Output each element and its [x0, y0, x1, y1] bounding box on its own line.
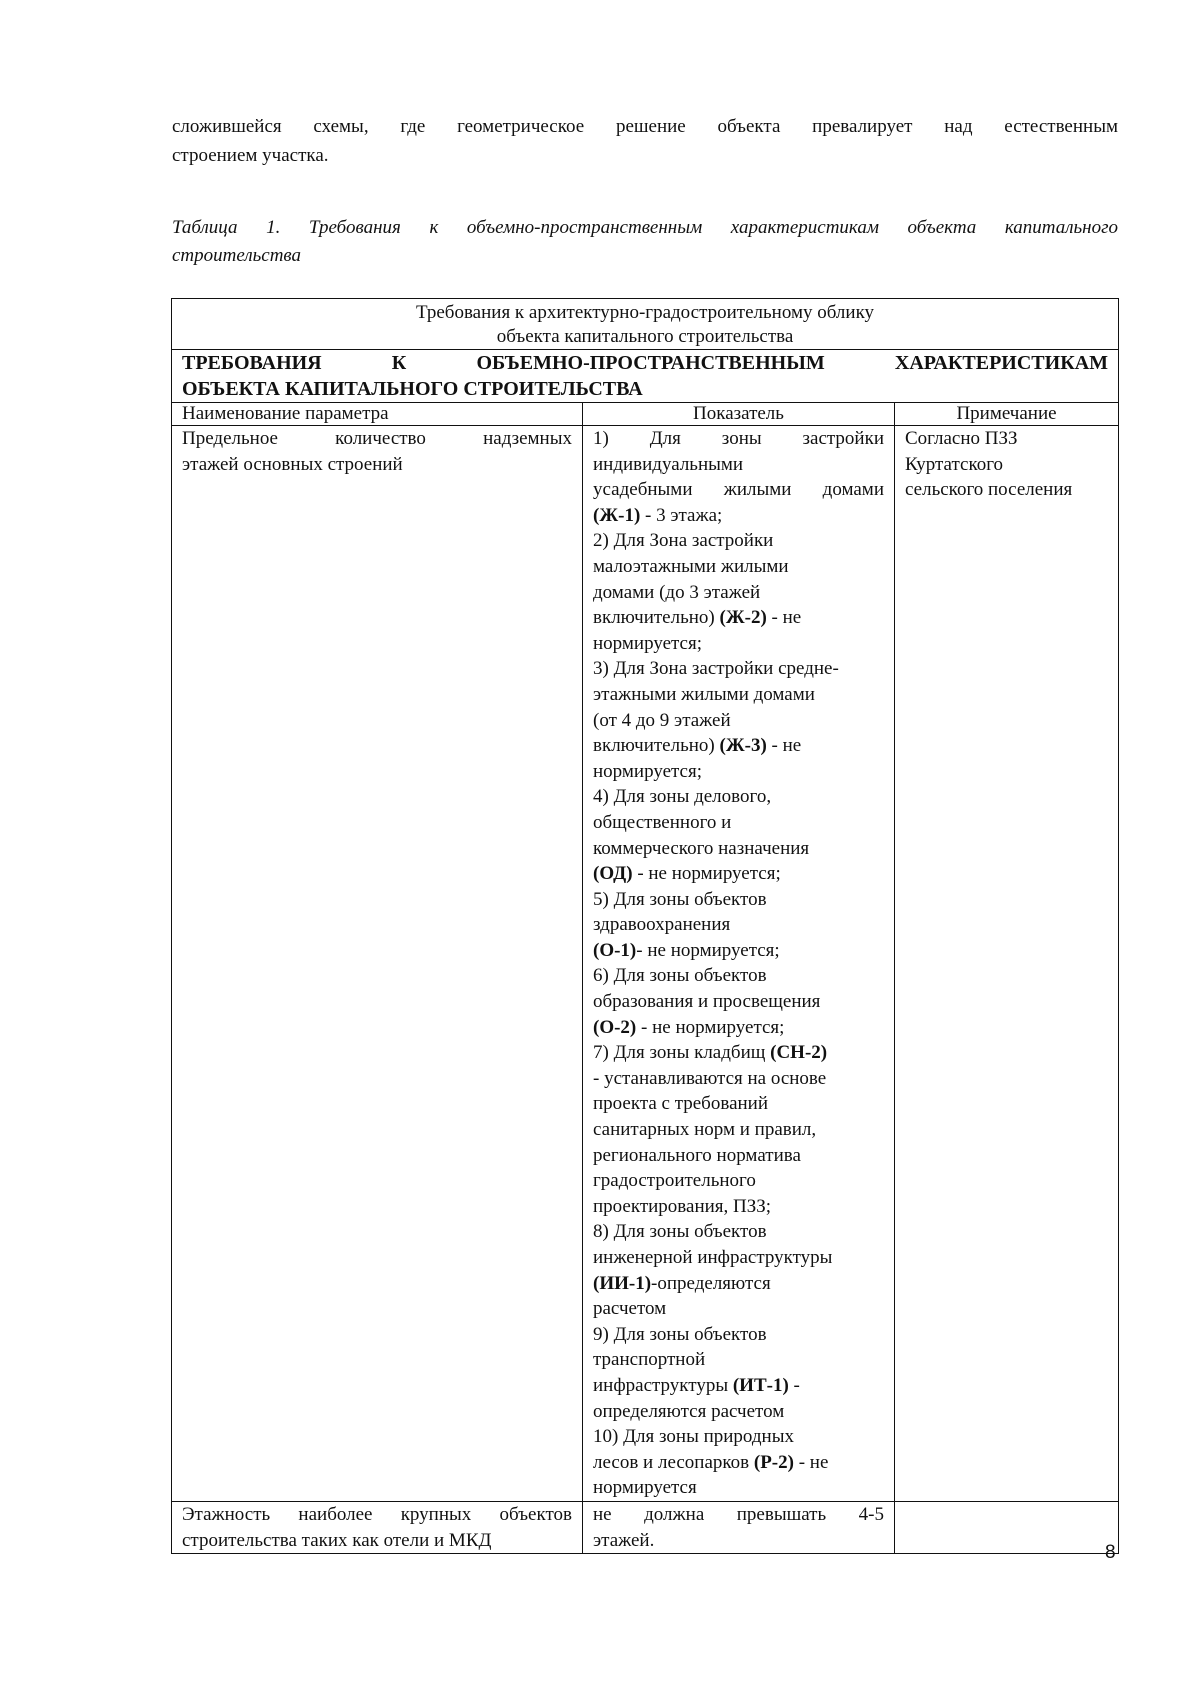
intro-line: строением участка. — [172, 145, 329, 166]
indicator-line — [593, 1040, 884, 1066]
indicator-text: - не нормируется; — [636, 1016, 785, 1038]
parameter-line: Этажность наиболее крупных объектов — [182, 1503, 572, 1525]
indicator-line — [593, 861, 884, 887]
indicator-line: этажными жилыми домами — [593, 683, 815, 705]
indicator-line: коммерческого назначения — [593, 837, 810, 859]
table-title-line: ОБЪЕКТА КАПИТАЛЬНОГО СТРОИТЕЛЬСТВА — [182, 378, 643, 400]
indicator-line: нормируется — [593, 1477, 697, 1499]
note-cell — [895, 426, 1119, 1502]
table-row — [172, 1501, 1119, 1553]
note-line: Согласно ПЗЗ — [905, 428, 1018, 449]
indicator-line — [593, 1450, 884, 1476]
intro-line: сложившейся схемы, где геометрическое решение объекта превалирует над естественным — [172, 116, 1118, 137]
requirements-table — [171, 298, 1119, 1554]
indicator-line — [593, 1271, 884, 1297]
indicator-line — [593, 503, 884, 529]
indicator-line: регионального норматива — [593, 1144, 801, 1166]
indicator-text: - — [788, 1374, 800, 1396]
indicator-line: общественного и — [593, 811, 732, 833]
zone-code: (ИИ-1) — [593, 1272, 652, 1294]
indicator-cell — [583, 426, 895, 1502]
caption-line: Таблица 1. Требования к объемно-пространственным характеристикам объекта капитального — [172, 217, 1118, 238]
table-title-cell — [172, 350, 1119, 403]
indicator-line: проекта с требований — [593, 1093, 769, 1115]
indicator-cell — [583, 1501, 895, 1553]
note-cell — [895, 1501, 1119, 1553]
indicator-line: домами (до 3 этажей — [593, 581, 761, 603]
table-heading-line: Требования к архитектурно-градостроительному облику — [415, 302, 875, 323]
indicator-line: 6) Для зоны объектов — [593, 965, 767, 987]
table-heading-cell — [172, 299, 1119, 350]
indicator-line — [593, 605, 884, 631]
indicator-text: - не нормируется; — [636, 939, 780, 961]
indicator-line: не должна превышать 4-5 — [593, 1503, 884, 1525]
zone-code: (СН-2) — [770, 1042, 828, 1064]
indicator-line: 9) Для зоны объектов — [593, 1323, 767, 1345]
table-caption — [172, 214, 1118, 270]
indicator-line: транспортной — [593, 1349, 706, 1371]
indicator-line: инженерной инфраструктуры — [593, 1247, 833, 1268]
indicator-line — [593, 1015, 884, 1041]
indicator-line: 5) Для зоны объектов — [593, 888, 767, 910]
parameter-cell — [172, 426, 583, 1502]
indicator-line: 8) Для зоны объектов — [593, 1221, 767, 1243]
indicator-line: нормируется; — [593, 760, 702, 782]
zone-code: (О-2) — [593, 1016, 637, 1038]
indicator-line: расчетом — [593, 1298, 667, 1320]
indicator-text: включительно) — [593, 735, 720, 757]
indicator-line: (от 4 до 9 этажей — [593, 709, 731, 731]
note-line: сельского поселения — [905, 479, 1073, 501]
table-title-line: ТРЕБОВАНИЯ К ОБЪЕМНО-ПРОСТРАНСТВЕННЫМ ХАРАКТЕРИСТИКАМ — [182, 352, 1109, 374]
zone-code: (Ж-2) — [719, 607, 767, 629]
zone-code: (ИТ-1) — [732, 1374, 789, 1396]
table-title-row — [172, 350, 1119, 403]
indicator-line: нормируется; — [593, 632, 702, 654]
table-heading-line: объекта капитального строительства — [496, 326, 794, 347]
indicator-text: включительно) — [593, 607, 720, 629]
indicator-line: здравоохранения — [593, 914, 731, 936]
indicator-line: 3) Для Зона застройки средне- — [593, 658, 839, 680]
zone-code: (Р-2) — [753, 1451, 794, 1473]
zone-code: (ОД) — [593, 863, 633, 885]
indicator-line: усадебными жилыми домами — [593, 479, 884, 501]
column-header-parameter: Наименование параметра — [172, 403, 583, 426]
page-number: 8 — [1105, 1542, 1116, 1563]
parameter-line: строительства таких как отели и МКД — [182, 1529, 492, 1551]
indicator-line — [593, 1373, 884, 1399]
indicator-text: - не — [793, 1451, 829, 1473]
indicator-line: индивидуальными — [593, 453, 744, 475]
indicator-line: проектирования, ПЗЗ; — [593, 1195, 772, 1217]
column-header-row — [172, 403, 1119, 426]
indicator-line — [593, 938, 884, 964]
indicator-line — [593, 733, 884, 759]
indicator-line: образования и просвещения — [593, 991, 821, 1013]
indicator-line: 4) Для зоны делового, — [593, 786, 772, 808]
zone-code: (Ж-3) — [719, 735, 767, 757]
table-header-row — [172, 299, 1119, 350]
zone-code: (Ж-1) — [593, 504, 641, 526]
column-header-indicator: Показатель — [583, 403, 895, 426]
indicator-line: градостроительного — [593, 1170, 756, 1192]
parameter-line: Предельное количество надземных — [182, 428, 572, 449]
indicator-text: лесов и лесопарков — [593, 1451, 754, 1473]
indicator-text: -определяются — [651, 1272, 771, 1294]
note-line: Куртатского — [905, 453, 1004, 475]
indicator-line: этажей. — [593, 1529, 655, 1551]
indicator-text: - не — [766, 607, 802, 629]
indicator-line: малоэтажными жилыми — [593, 555, 789, 577]
zone-code: (О-1) — [593, 939, 637, 961]
indicator-line: санитарных норм и правил, — [593, 1119, 817, 1141]
table-row — [172, 426, 1119, 1502]
parameter-cell — [172, 1501, 583, 1553]
indicator-line: 2) Для Зона застройки — [593, 530, 774, 552]
intro-paragraph — [172, 112, 1118, 170]
indicator-line: 10) Для зоны природных — [593, 1426, 794, 1448]
indicator-line: 1) Для зоны застройки — [593, 428, 884, 449]
indicator-text: - не нормируется; — [632, 863, 781, 885]
indicator-text: инфраструктуры — [593, 1374, 733, 1396]
indicator-text: - 3 этажа; — [640, 504, 723, 526]
column-header-note: Примечание — [895, 403, 1119, 426]
caption-line: строительства — [172, 245, 302, 266]
parameter-line: этажей основных строений — [182, 453, 403, 475]
indicator-line: определяются расчетом — [593, 1400, 785, 1422]
indicator-text: - не — [766, 735, 802, 757]
indicator-text: 7) Для зоны кладбищ — [593, 1042, 771, 1064]
indicator-line: - устанавливаются на основе — [593, 1067, 827, 1089]
